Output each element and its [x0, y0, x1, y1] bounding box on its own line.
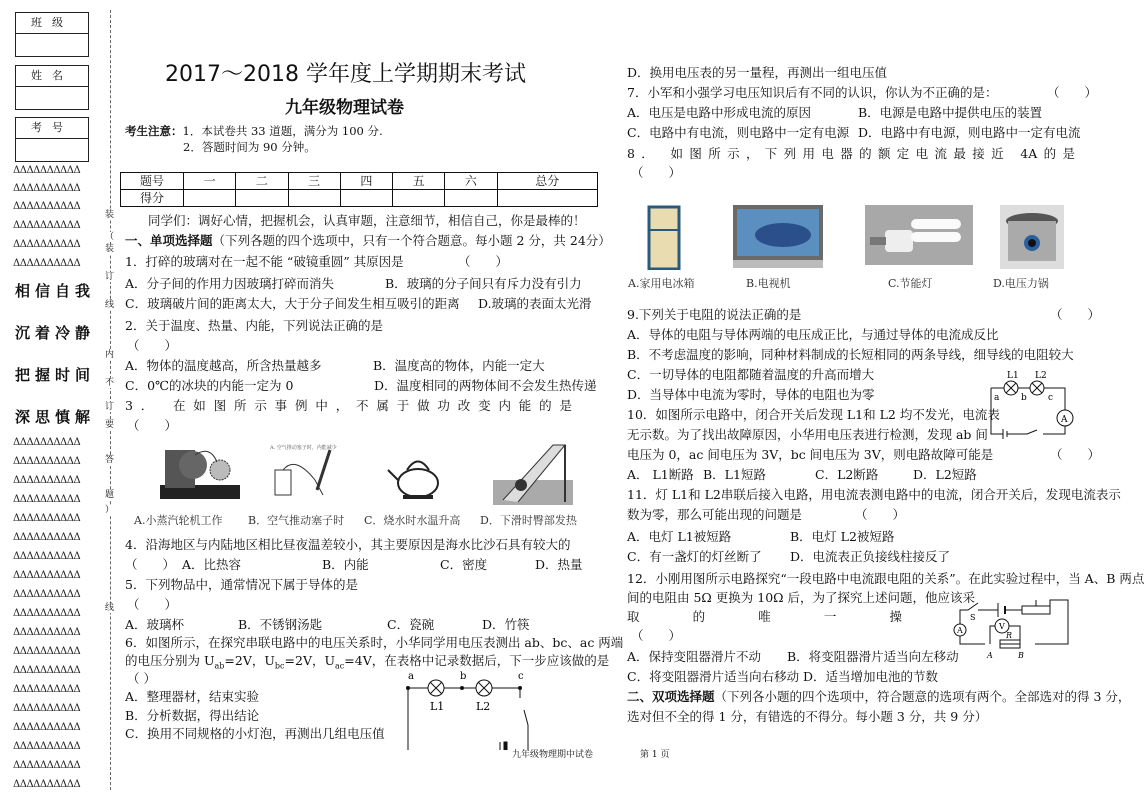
triangle-row: ΔΔΔΔΔΔΔΔΔΔ: [13, 741, 81, 752]
class-label: 班级: [16, 13, 88, 34]
pressure-cooker-image: [1000, 205, 1064, 269]
score-cell[interactable]: [184, 190, 236, 207]
score-row-label: 得分: [121, 190, 184, 207]
option: D．竹筷: [482, 617, 530, 632]
subscript: ab: [214, 661, 225, 671]
q11-stem: 数为零，那么可能出现的问题是: [627, 507, 803, 522]
q11-stem: 11．灯 L1和 L2串联后接入电路，用电流表测电路中的电流，闭合开关后，发现电流表示: [627, 487, 1121, 502]
binding-char: 内: [105, 350, 115, 360]
option: C．0℃的冰块的内能一定为 0: [125, 378, 294, 393]
exam-number-label: 考号: [16, 118, 88, 139]
option: A． L1断路: [627, 467, 694, 482]
q1-stem: 1．打碎的玻璃对在一起不能 “破镜重圆” 其原因是: [125, 254, 404, 269]
binding-char: 答: [105, 455, 115, 465]
motto: 相信自我: [15, 282, 96, 300]
triangle-row: ΔΔΔΔΔΔΔΔΔΔ: [13, 570, 81, 581]
option: C．电路中有电流，则电路中一定有电源: [627, 125, 850, 140]
option: A．保持变阻器滑片不动: [627, 649, 762, 664]
option: B．温度高的物体，内能一定大: [373, 358, 545, 373]
table-header: 六: [445, 173, 497, 190]
triangle-row: ΔΔΔΔΔΔΔΔΔΔ: [13, 165, 81, 176]
answer-bracket: （ ）: [127, 338, 178, 353]
answer-bracket: （ ）: [1047, 85, 1098, 100]
binding-char: ）: [105, 505, 115, 515]
image-caption: D．下滑时臀部发热: [480, 514, 577, 527]
option: B．不考虑温度的影响，同种材料制成的长短相同的两条导线，细导线的电阻较大: [627, 347, 1074, 362]
q12-stem: 间的电阻由 5Ω 更换为 10Ω 后，为了探究上述问题，他应该采: [627, 590, 975, 605]
node-label: a: [408, 671, 414, 682]
option: D．电流表正负接线柱接反了: [790, 549, 951, 564]
q12-stem: 取的唯一操: [627, 609, 902, 624]
subscript: bc: [274, 661, 285, 671]
option: C．一切导体的电阻都随着温度的升高而增大: [627, 367, 875, 382]
triangle-row: ΔΔΔΔΔΔΔΔΔΔ: [13, 703, 81, 714]
option: A．导体的电阻与导体两端的电压成正比，与通过导体的电流成反比: [627, 327, 999, 342]
q4-stem: 4．沿海地区与内陆地区相比昼夜温差较小，其主要原因是海水比沙石具有较大的: [125, 537, 571, 552]
option: B．玻璃的分子间只有斥力没有引力: [385, 276, 582, 291]
ammeter-label: A: [1061, 415, 1068, 425]
greeting: 同学们：调好心情，把握机会，认真审题，注意细节，相信自己，你是最棒的！: [148, 213, 586, 228]
switch-label: S: [970, 613, 976, 622]
image-caption: C．烧水时水温升高: [364, 514, 461, 527]
footer-title: 九年级物理期中试卷: [512, 750, 594, 760]
triangle-row: ΔΔΔΔΔΔΔΔΔΔ: [13, 551, 81, 562]
score-cell[interactable]: [445, 190, 497, 207]
figure-note: A. 空气推动塞子时，内能减少: [270, 445, 337, 451]
table-header: 总分: [497, 173, 598, 190]
answer-bracket: （ ）: [855, 507, 906, 522]
q6-stem: 6．如图所示，在探究串联电路中的电压关系时，小华同学用电压表测出 ab、bc、ac 两端: [125, 635, 624, 650]
answer-bracket: （ ）: [1050, 447, 1101, 462]
lamp-label: L1: [1007, 371, 1019, 381]
option: B．L1短路: [703, 467, 766, 482]
score-cell[interactable]: [497, 190, 598, 207]
table-header: 三: [288, 173, 340, 190]
binding-char: 要: [105, 420, 115, 430]
option: C．瓷碗: [387, 617, 435, 632]
triangle-row: ΔΔΔΔΔΔΔΔΔΔ: [13, 437, 81, 448]
binding-char: 订: [105, 402, 115, 412]
node-label: a: [994, 393, 1000, 403]
name-label: 姓名: [16, 66, 88, 87]
q12-stem: 12．小刚用图所示电路探究“一段电路中电流跟电阻的关系”。在此实验过程中，当 A、B 两点: [627, 571, 1145, 586]
section-desc: （下列各题的四个选项中，只有一个符合题意。每小题 2 分，共 24分）: [212, 233, 611, 248]
triangle-row: ΔΔΔΔΔΔΔΔΔΔ: [13, 684, 81, 695]
node-label: c: [518, 671, 524, 682]
table-header: 一: [184, 173, 236, 190]
option: D．温度相同的两物体间不会发生热传递: [374, 378, 597, 393]
option: D．热量: [535, 557, 583, 572]
triangle-row: ΔΔΔΔΔΔΔΔΔΔ: [13, 494, 81, 505]
binding-char: 装: [105, 244, 115, 254]
exam-subtitle: 九年级物理试卷: [285, 98, 404, 118]
notice-label: 考生注意：: [125, 124, 183, 138]
answer-bracket: （ ）: [631, 165, 682, 180]
option: B．电源是电路中提供电压的装置: [858, 105, 1043, 120]
stem-text: 的电压分别为 U: [125, 653, 215, 668]
option: A．比热容: [182, 557, 242, 572]
option: D．当导体中电流为零时，导体的电阻也为零: [627, 387, 875, 402]
image-caption: D.电压力锅: [993, 277, 1049, 290]
score-cell[interactable]: [236, 190, 288, 207]
refrigerator-image: [647, 205, 682, 270]
option: C．将变阻器滑片适当向右移动: [627, 669, 800, 684]
resistance-circuit-diagram: [950, 598, 1075, 670]
binding-line: [110, 10, 111, 790]
node-label: b: [1021, 393, 1027, 403]
section-label: 一、单项选择题: [125, 233, 213, 248]
triangle-row: ΔΔΔΔΔΔΔΔΔΔ: [13, 608, 81, 619]
option: D.玻璃的表面太光滑: [478, 296, 592, 311]
option: B．分析数据，得出结论: [125, 708, 260, 723]
triangle-row: ΔΔΔΔΔΔΔΔΔΔ: [13, 456, 81, 467]
option: B．内能: [322, 557, 369, 572]
option: D．电路中有电源，则电路中一定有电流: [858, 125, 1081, 140]
lamp-label: L1: [430, 700, 445, 713]
energy-saving-lamp-image: [865, 205, 973, 265]
node-label: B: [1018, 651, 1024, 660]
lamp-label: L2: [1035, 371, 1047, 381]
q7-stem: 7．小军和小强学习电压知识后有不同的认识，你认为不正确的是：: [627, 85, 998, 100]
option: D．换用电压表的另一量程，再测出一组电压值: [627, 65, 888, 80]
option: C．L2断路: [815, 467, 879, 482]
section1-heading: [125, 233, 611, 249]
air-pushing-cork-image: [265, 440, 350, 500]
section-label: 二、双项选择题: [627, 689, 715, 704]
node-label: A: [987, 651, 993, 660]
q8-stem: 8． 如图所示，下列用电器的额定电流最接近 4A的是: [627, 146, 1075, 161]
triangle-row: ΔΔΔΔΔΔΔΔΔΔ: [13, 646, 81, 657]
triangle-row: ΔΔΔΔΔΔΔΔΔΔ: [13, 722, 81, 733]
answer-bracket: （ ）: [1050, 307, 1101, 322]
table-row: [121, 190, 598, 207]
name-field[interactable]: [15, 65, 89, 110]
option: A．物体的温度越高，所含热量越多: [125, 358, 322, 373]
page-number: 第 1 页: [640, 750, 670, 760]
fault-circuit-diagram: [985, 368, 1075, 442]
triangle-row: ΔΔΔΔΔΔΔΔΔΔ: [13, 589, 81, 600]
triangle-row: ΔΔΔΔΔΔΔΔΔΔ: [13, 201, 81, 212]
triangle-row: ΔΔΔΔΔΔΔΔΔΔ: [13, 183, 81, 194]
voltmeter-label: V: [999, 622, 1005, 631]
table-header: 四: [340, 173, 392, 190]
exam-title: 2017～2018 学年度上学期期末考试: [165, 62, 526, 87]
option: B．将变阻器滑片适当向左移动: [787, 649, 959, 664]
table-header: 题号: [121, 173, 184, 190]
option: A．电灯 L1被短路: [627, 529, 732, 544]
kettle-image: [385, 448, 445, 503]
option: C．密度: [440, 557, 488, 572]
node-label: c: [1048, 393, 1054, 403]
stem-text: =2V，U: [224, 653, 275, 668]
slide-image: [493, 440, 573, 505]
binding-char: 线: [105, 300, 115, 310]
image-caption: A.家用电冰箱: [628, 277, 695, 290]
triangle-row: ΔΔΔΔΔΔΔΔΔΔ: [13, 665, 81, 676]
section2-desc: 选对但不全的得 1 分，有错选的不得分。每小题 3 分，共 9 分）: [627, 709, 988, 724]
image-caption: B.电视机: [746, 277, 791, 290]
option: A．分子间的作用力因玻璃打碎而消失: [125, 276, 335, 291]
answer-bracket: （ ）: [127, 671, 156, 686]
q5-stem: 5．下列物品中，通常情况下属于导体的是: [125, 577, 358, 592]
image-caption: A.小蒸汽轮机工作: [134, 514, 223, 527]
stem-text: =2V，U: [284, 653, 336, 668]
section2-heading: [627, 689, 1130, 705]
series-circuit-diagram: [400, 670, 540, 750]
table-header: 二: [236, 173, 288, 190]
answer-bracket: （ ）: [125, 557, 176, 572]
option: C．玻璃破片间的距离太大，大于分子间发生相互吸引的距离: [125, 296, 460, 311]
resistor-label: R: [1006, 631, 1013, 640]
q10-stem: 10．如图所示电路中，闭合开关后发现 L1和 L2 均不发光，电流表: [627, 407, 1000, 422]
binding-char: 不: [105, 378, 115, 388]
option: C．有一盏灯的灯丝断了: [627, 549, 762, 564]
triangle-row: ΔΔΔΔΔΔΔΔΔΔ: [13, 220, 81, 231]
score-cell[interactable]: [393, 190, 445, 207]
exam-number-field[interactable]: [15, 117, 89, 162]
notice-2: 2．答题时间为 90 分钟。: [183, 140, 316, 154]
triangle-row: ΔΔΔΔΔΔΔΔΔΔ: [13, 513, 81, 524]
triangle-row: ΔΔΔΔΔΔΔΔΔΔ: [13, 779, 81, 790]
triangle-row: ΔΔΔΔΔΔΔΔΔΔ: [13, 239, 81, 250]
q9-stem: 9.下列关于电阻的说法正确的是: [627, 307, 802, 322]
triangle-row: ΔΔΔΔΔΔΔΔΔΔ: [13, 627, 81, 638]
option: D．L2短路: [913, 467, 977, 482]
answer-bracket: （ ）: [127, 597, 178, 612]
binding-char: 线: [105, 603, 115, 613]
triangle-row: ΔΔΔΔΔΔΔΔΔΔ: [13, 532, 81, 543]
score-cell[interactable]: [288, 190, 340, 207]
stem-text: =4V，在表格中记录数据后，下一步应该做的是: [344, 653, 610, 668]
option: B．不锈钢汤匙: [238, 617, 323, 632]
score-cell[interactable]: [340, 190, 392, 207]
television-image: [733, 205, 823, 268]
option: C．换用不同规格的小灯泡，再测出几组电压值: [125, 726, 385, 741]
notice-1: [125, 123, 383, 139]
class-field[interactable]: [15, 12, 89, 57]
q10-stem: 电压为 0，ac 间电压为 3V，bc 间电压为 3V，则电路故障可能是: [627, 447, 994, 462]
notice-text: 1．本试卷共 33 道题，满分为 100 分.: [182, 124, 383, 138]
option: A．电压是电路中形成电流的原因: [627, 105, 812, 120]
image-caption: C.节能灯: [888, 277, 933, 290]
triangle-row: ΔΔΔΔΔΔΔΔΔΔ: [13, 475, 81, 486]
q3-stem: 3． 在如图所示事例中，不属于做功改变内能的是: [125, 398, 572, 413]
motto: 深思慎解: [15, 408, 96, 426]
binding-char: 订: [105, 272, 115, 282]
ammeter-label: A: [957, 626, 963, 635]
node-label: b: [460, 671, 467, 682]
binding-char: 题: [105, 490, 115, 500]
triangle-row: ΔΔΔΔΔΔΔΔΔΔ: [13, 258, 81, 269]
option: B．电灯 L2被短路: [790, 529, 895, 544]
score-table: [120, 172, 598, 207]
option: A．玻璃杯: [125, 617, 185, 632]
subscript: ac: [335, 661, 345, 671]
motto: 沉着冷静: [15, 324, 96, 342]
table-header: 五: [393, 173, 445, 190]
binding-char: 装: [105, 210, 115, 220]
q2-stem: 2．关于温度、热量、内能，下列说法正确的是: [125, 318, 383, 333]
answer-bracket: （ ）: [458, 254, 509, 269]
option: A．整理器材，结束实验: [125, 689, 260, 704]
option: D．适当增加电池的节数: [803, 669, 939, 684]
steam-turbine-image: [155, 440, 245, 505]
answer-bracket: （ ）: [631, 628, 682, 643]
answer-bracket: （ ）: [127, 418, 178, 433]
triangle-row: ΔΔΔΔΔΔΔΔΔΔ: [13, 760, 81, 771]
q10-stem: 无示数。为了找出故障原因，小华用电压表进行检测，发现 ab 间: [627, 427, 988, 442]
lamp-label: L2: [476, 700, 491, 713]
image-caption: B．空气推动塞子时: [248, 514, 345, 527]
motto: 把握时间: [15, 366, 96, 384]
binding-char: （: [105, 232, 115, 242]
section-desc: （下列各小题的四个选项中，符合题意的选项有两个。全部选对的得 3 分，: [714, 689, 1131, 704]
table-row: [121, 173, 598, 190]
